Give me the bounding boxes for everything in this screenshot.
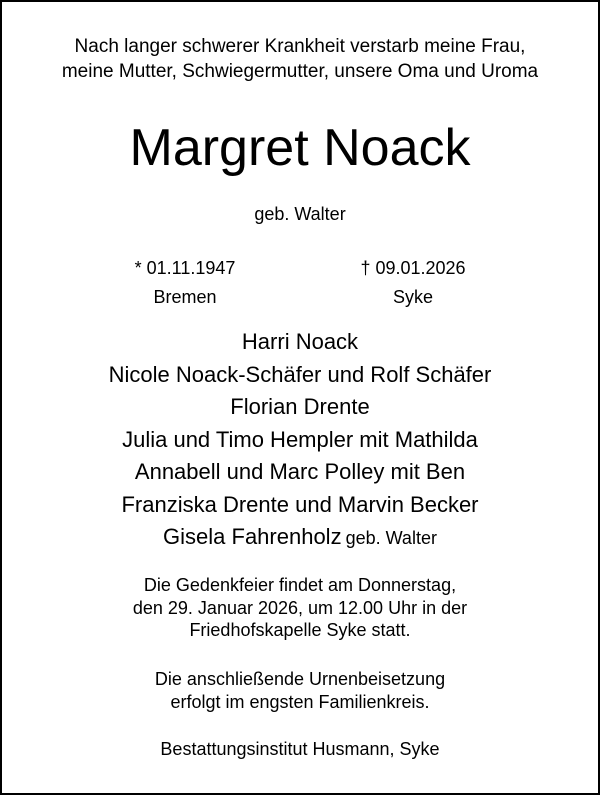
death-date: † 09.01.2026 — [360, 258, 466, 278]
intro-line-2: meine Mutter, Schwiegermutter, unsere Oma und Uroma — [61, 61, 539, 82]
intro-text — [0, 34, 600, 84]
family-member-last — [0, 521, 600, 555]
funeral-home: Bestattungsinstitut Husmann, Syke — [160, 739, 440, 759]
family-member: Florian Drente — [230, 394, 370, 419]
ceremony-info — [0, 574, 600, 642]
urn-line-1: Die anschließende Urnenbeisetzung — [154, 669, 446, 689]
family-member-name: Gisela Fahrenholz — [163, 524, 342, 549]
family-list — [0, 326, 600, 555]
family-member: Harri Noack — [241, 329, 359, 354]
family-member: Julia und Timo Hempler mit Mathilda — [122, 426, 478, 452]
family-member: Franziska Drente und Marvin Becker — [121, 491, 479, 517]
birth-date: * 01.11.1947 — [134, 258, 236, 278]
intro-line-1: Nach langer schwerer Krankheit verstarb meine Frau, — [74, 36, 526, 57]
ceremony-line-1: Die Gedenkfeier findet am Donnerstag, — [143, 575, 457, 595]
death-info — [313, 254, 513, 312]
deceased-name: Margret Noack — [129, 119, 471, 177]
birth-info — [85, 254, 285, 312]
maiden-name: geb. Walter — [254, 204, 346, 224]
urn-line-2: erfolgt im engsten Familienkreis. — [170, 692, 430, 712]
family-member: Annabell und Marc Polley mit Ben — [134, 459, 466, 484]
death-place: Syke — [392, 287, 434, 307]
family-member-maiden-name: geb. Walter — [345, 528, 437, 548]
ceremony-line-2: den 29. Januar 2026, um 12.00 Uhr in der — [132, 597, 468, 618]
ceremony-line-3: Friedhofskapelle Syke statt. — [189, 620, 411, 640]
birth-place: Bremen — [153, 287, 217, 307]
urn-burial-info — [0, 668, 600, 714]
family-member: Nicole Noack-Schäfer und Rolf Schäfer — [108, 361, 492, 387]
